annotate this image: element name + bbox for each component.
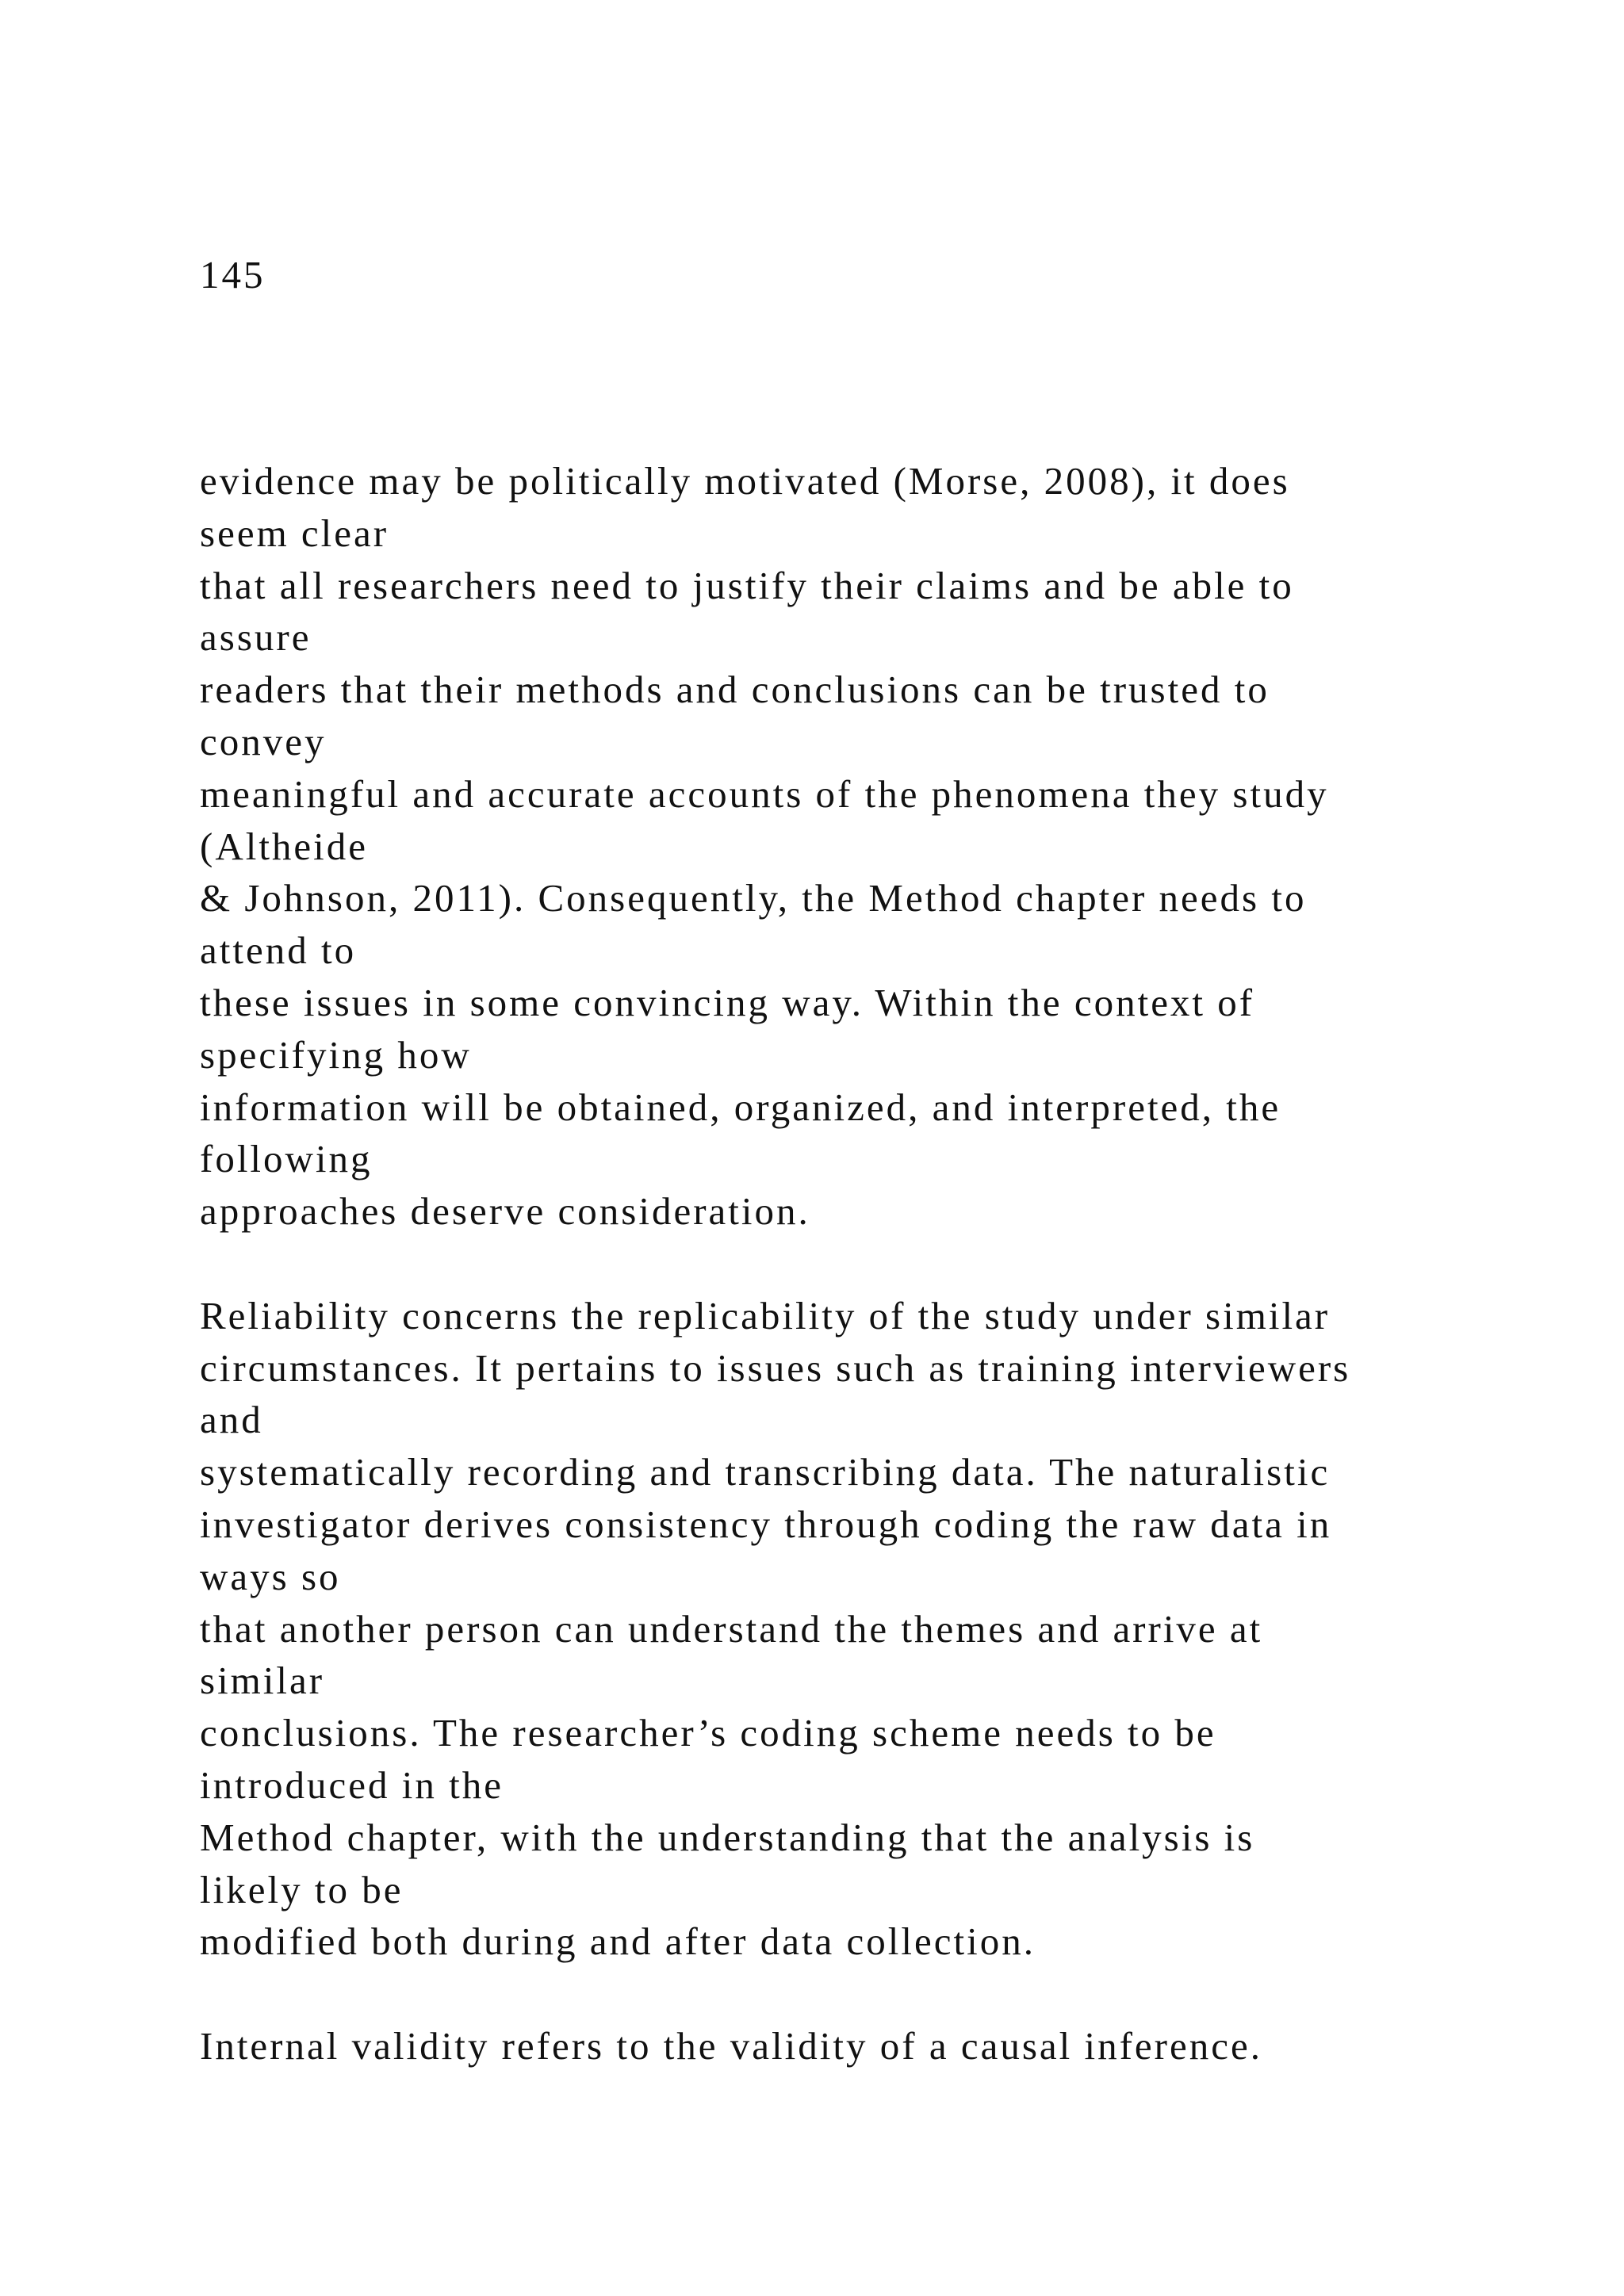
text-line: approaches deserve consideration. xyxy=(200,1189,810,1234)
text-line: (Altheide xyxy=(200,824,369,868)
text-line: that another person can understand the themes and arrive at xyxy=(200,1606,1263,1651)
text-line: information will be obtained, organized, and interpreted, the xyxy=(200,1085,1281,1129)
text-line: circumstances. It pertains to issues such as training interviewers xyxy=(200,1345,1351,1390)
text-line: specifying how xyxy=(200,1032,472,1077)
text-line: similar xyxy=(200,1659,325,1703)
text-line: meaningful and accurate accounts of the phenomena they study xyxy=(200,771,1329,816)
text-line: systematically recording and transcribing data. The naturalistic xyxy=(200,1450,1331,1494)
paragraph xyxy=(200,2020,1611,2072)
text-line: seem clear xyxy=(200,511,389,555)
text-line: conclusions. The researcher’s coding scheme needs to be xyxy=(200,1711,1216,1755)
text-line: Method chapter, with the understanding that the analysis is xyxy=(200,1815,1255,1859)
body-text xyxy=(200,455,1611,2072)
text-line: and xyxy=(200,1398,263,1442)
text-line: that all researchers need to justify their claims and be able to xyxy=(200,563,1294,607)
text-line: Reliability concerns the replicability of the study under similar xyxy=(200,1293,1331,1337)
text-line: readers that their methods and conclusions can be trusted to xyxy=(200,668,1270,712)
text-line: attend to xyxy=(200,928,357,973)
text-line: investigator derives consistency through coding the raw data in xyxy=(200,1502,1332,1546)
text-line: evidence may be politically motivated (Morse, 2008), it does xyxy=(200,459,1290,503)
paragraph-spacer xyxy=(200,1968,1611,2020)
paragraph-spacer xyxy=(200,1238,1611,1290)
text-line: following xyxy=(200,1137,373,1181)
text-line: likely to be xyxy=(200,1867,404,1911)
text-line: modified both during and after data collection. xyxy=(200,1919,1036,1964)
text-line: introduced in the xyxy=(200,1762,504,1807)
text-line: & Johnson, 2011). Consequently, the Method chapter needs to xyxy=(200,876,1307,920)
text-line: ways so xyxy=(200,1554,341,1598)
paragraph xyxy=(200,455,1611,1238)
text-line: convey xyxy=(200,719,327,763)
text-line: Internal validity refers to the validity of a causal inference. xyxy=(200,2023,1262,2068)
text-line: these issues in some convincing way. Within the context of xyxy=(200,980,1255,1024)
text-line: assure xyxy=(200,615,312,660)
page-number: 145 xyxy=(200,253,266,297)
paragraph xyxy=(200,1290,1611,1968)
